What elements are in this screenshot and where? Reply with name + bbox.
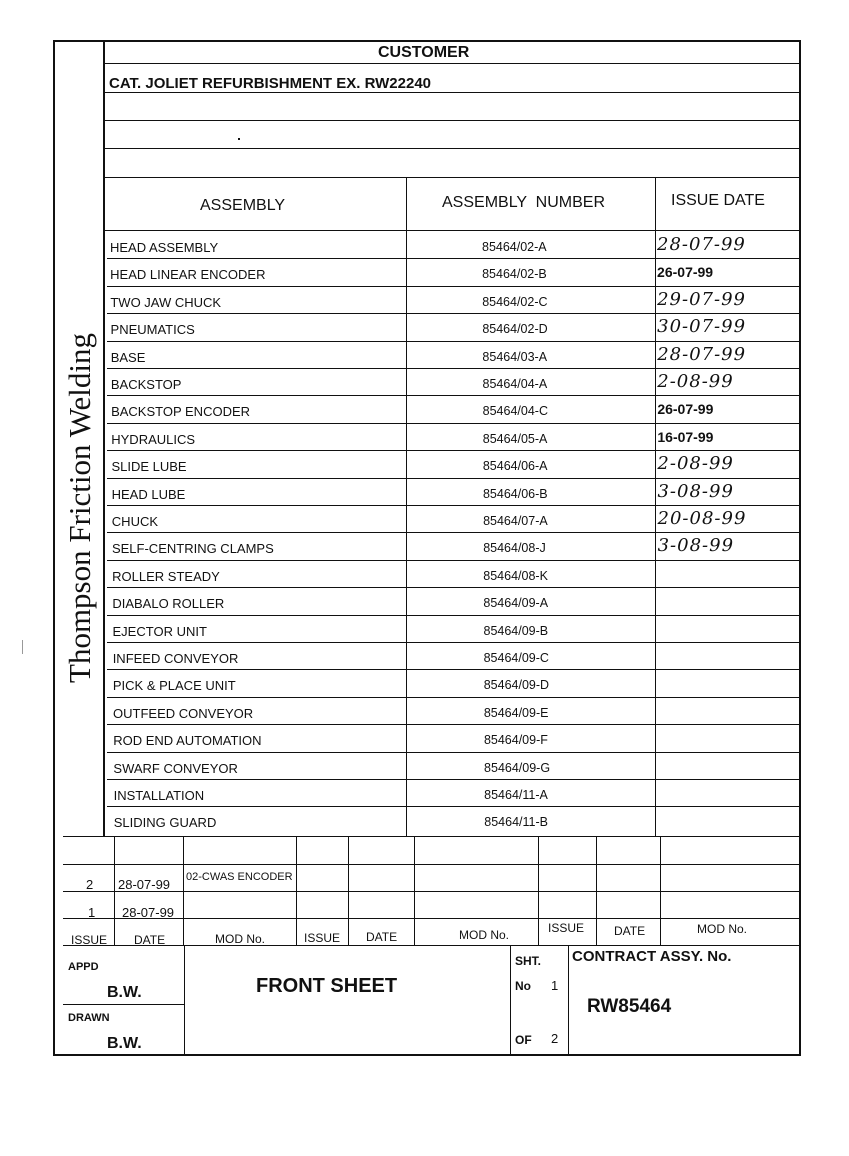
row-divider [107,341,801,342]
assembly-number: 85464/04-C [482,404,548,419]
issue-header: ISSUE [548,921,585,935]
column-divider [348,836,349,945]
scan-mark [238,138,240,140]
issue-date: 20-08-99 [657,508,747,529]
row-divider [107,615,801,616]
column-divider [183,836,184,945]
row-divider [107,423,801,424]
row-divider [107,560,801,561]
column-divider [596,836,597,945]
issue-header: ISSUE [71,933,108,947]
rule [63,864,801,865]
assembly-name: ROD END AUTOMATION [113,733,262,749]
assembly-number: 85464/09-A [483,596,549,611]
assembly-name: SELF-CENTRING CLAMPS [111,541,274,557]
assembly-number: 85464/11-B [484,815,548,830]
appd-label: APPD [68,961,99,973]
row-divider [107,697,801,698]
customer-label: CUSTOMER [378,44,470,61]
rule [105,120,801,121]
assembly-number: 85464/09-D [483,678,550,693]
assembly-number: 85464/11-A [484,788,548,802]
assembly-number: 85464/08-J [483,541,546,556]
column-divider [510,945,511,1055]
column-divider [655,177,656,836]
company-name: Thompson Friction Welding [62,333,97,683]
assembly-name: SLIDE LUBE [111,459,187,475]
assembly-name: CHUCK [111,514,159,529]
assembly-name: PICK & PLACE UNIT [112,678,236,694]
assembly-name: BACKSTOP ENCODER [111,404,251,420]
assembly-name: SLIDING GUARD [113,815,217,831]
row-divider [107,779,801,780]
sheet-title: FRONT SHEET [256,975,398,997]
revision-issue: 2 [86,877,94,892]
issue-date: 28-07-99 [657,343,747,365]
assembly-name: INFEED CONVEYOR [112,651,239,666]
assembly-number: 85464/02-C [482,294,548,309]
issue-date: 16-07-99 [657,428,714,445]
row-divider [107,286,801,287]
assembly-name: INSTALLATION [113,788,205,803]
assembly-name: TWO JAW CHUCK [110,294,222,310]
rule [63,836,801,837]
assembly-name: HYDRAULICS [111,431,196,447]
assembly-name: BACKSTOP [110,377,182,392]
assembly-number: 85464/03-A [482,349,548,364]
scan-mark [22,640,23,654]
assembly-column-header: ASSEMBLY [200,197,286,214]
column-divider [660,836,661,945]
assembly-name: ROLLER STEADY [112,568,220,584]
mod-no-header: MOD No. [697,922,748,936]
rule [105,230,801,231]
assembly-name: BASE [110,349,146,365]
row-divider [107,478,801,479]
rule [105,92,801,93]
sheet-no-label: No [515,979,531,993]
row-divider [107,313,801,314]
assembly-name: DIABALO ROLLER [112,596,225,612]
issue-date: 26-07-99 [657,401,714,418]
assembly-name: OUTFEED CONVEYOR [113,705,254,721]
rule [105,148,801,149]
date-header: DATE [614,924,646,938]
column-divider [538,836,539,945]
assembly-name: SWARF CONVEYOR [113,760,238,776]
assembly-name: HEAD ASSEMBLY [110,240,219,255]
column-divider [406,177,407,836]
rule [63,945,801,946]
row-divider [107,724,801,725]
sheet-of-label: OF [515,1033,532,1047]
assembly-number: 85464/02-D [482,322,548,337]
issue-date-column-header: ISSUE DATE [671,192,765,209]
sheet-no-value: 1 [551,978,559,993]
column-divider [184,945,185,1055]
assembly-name: HEAD LUBE [111,486,186,502]
date-header: DATE [366,930,398,944]
row-divider [107,368,801,369]
appd-value: B.W. [107,984,142,1001]
assembly-number: 85464/05-A [482,431,548,446]
row-divider [107,752,801,753]
assembly-number: 85464/09-E [483,705,549,720]
revision-date: 28-07-99 [118,877,171,892]
revision-mod-no: 02-CWAS ENCODER [186,871,293,883]
issue-date: 2-08-99 [657,453,734,475]
issue-date: 29-07-99 [657,288,746,310]
issue-date: 3-08-99 [657,535,735,557]
assembly-number: 85464/04-A [482,377,548,391]
issue-date: 28-07-99 [657,234,746,255]
assembly-number: 85464/09-F [483,733,548,748]
issue-date: 3-08-99 [657,480,734,502]
sheet-label: SHT. [515,954,542,968]
issue-date: 30-07-99 [657,316,747,338]
mod-no-header: MOD No. [215,932,266,946]
row-divider [107,669,801,670]
row-divider [107,505,801,506]
rule [63,1004,184,1005]
revision-issue: 1 [88,905,96,920]
assembly-number: 85464/06-B [482,486,548,501]
row-divider [107,587,801,588]
row-divider [107,806,801,807]
row-divider [107,258,801,259]
row-divider [107,395,801,396]
rule [105,177,801,178]
revision-date: 28-07-99 [122,905,175,920]
assembly-number: 85464/02-A [482,240,547,254]
contract-number: RW85464 [587,996,672,1017]
column-divider [114,836,115,945]
date-header: DATE [134,933,166,947]
column-divider [296,836,297,945]
contract-label: CONTRACT ASSY. No. [572,948,732,965]
assembly-number: 85464/09-B [483,623,549,638]
row-divider [107,642,801,643]
column-divider [568,945,569,1055]
rule [63,891,801,892]
assembly-number-column-header: ASSEMBLY NUMBER [442,194,606,211]
assembly-number: 85464/09-C [483,651,549,665]
assembly-name: PNEUMATICS [110,322,195,338]
issue-date: 26-07-99 [657,264,714,281]
assembly-number: 85464/06-A [482,459,548,474]
assembly-number: 85464/07-A [483,514,548,528]
issue-date: 2-08-99 [657,371,734,392]
customer-name: CAT. JOLIET REFURBISHMENT EX. RW22240 [109,75,432,92]
rule [105,63,801,64]
drawn-value: B.W. [107,1035,142,1052]
mod-no-header: MOD No. [459,928,510,942]
assembly-name: HEAD LINEAR ENCODER [110,267,266,283]
sheet-of-value: 2 [551,1031,559,1046]
issue-header: ISSUE [304,931,341,945]
row-divider [107,450,801,451]
assembly-number: 85464/09-G [484,760,551,775]
assembly-number: 85464/08-K [483,568,548,583]
assembly-name: EJECTOR UNIT [112,623,207,639]
drawn-label: DRAWN [68,1012,110,1024]
column-divider [414,836,415,945]
assembly-number: 85464/02-B [482,267,547,282]
row-divider [107,532,801,533]
